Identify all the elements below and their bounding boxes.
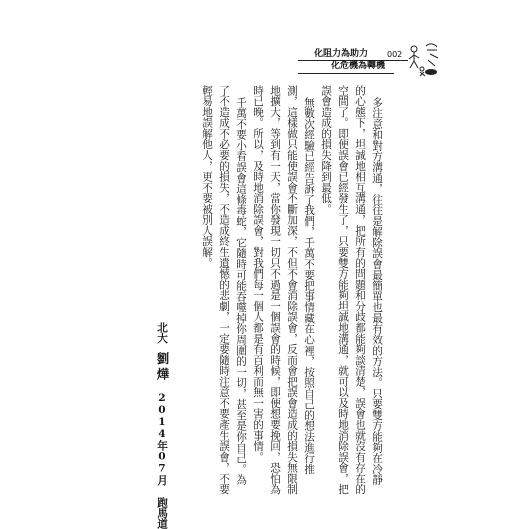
- header-illustration: [404, 38, 442, 78]
- body-text-column: 輕易地誤解他人，更不要被別人誤解。: [201, 85, 213, 269]
- page-number: 002: [387, 50, 403, 59]
- body-text-column: 測，這樣做只能使誤會不斷加深，不但不會消除誤會，反而會把誤會造成的損失無限制: [286, 85, 298, 495]
- running-head-title: 化阻力為助力: [314, 49, 369, 59]
- body-text-column: 地擴大，等到有一天，當你發現一切只不過是一個誤會的時候，即便想要挽回，恐怕為: [269, 85, 281, 495]
- body-text-column: 的心態下，坦誠地相互溝通，把所有的問題和分歧都能夠談清楚，誤會也就沒有存在的: [354, 85, 366, 495]
- body-text-column: 時已晚。所以，及時地消除誤會，對我們每一個人都是有百利而無一害的事情。: [252, 85, 264, 463]
- signature-school: 北大: [156, 322, 168, 344]
- header-rule-bottom: [298, 73, 394, 74]
- body-text-column: 了不造成不必要的損失，不造成終生遺憾的悲劇，一定要隨時注意不要產生誤會，不要: [218, 85, 230, 495]
- body-text-column: 多注意和對方溝通，往往是解除誤會最簡單也最有效的方法。只要雙方能夠在冷靜: [371, 97, 383, 486]
- body-text-column: 誤會造成的損失降到最低。: [320, 85, 332, 215]
- signature-author: 劉燁: [155, 352, 170, 383]
- body-text-column: 無數次經驗已經告訴了我們，千萬不要把事情藏在心裡，按照自己的想法進行推: [303, 97, 315, 475]
- signature-date: 2014年07月 跑馬道: [156, 392, 168, 529]
- body-text-column: 空間了。即便誤會已經發生了，只要雙方能夠坦誠地溝通，就可以及時地消除誤會，把: [337, 85, 349, 495]
- running-head-subtitle: 化危機為轉機: [331, 61, 386, 71]
- body-text-column: 千萬不要小看誤會這條毒蛇，它隨時可能吞噬掉你周圍的一切，甚至是你自己。為: [235, 97, 247, 486]
